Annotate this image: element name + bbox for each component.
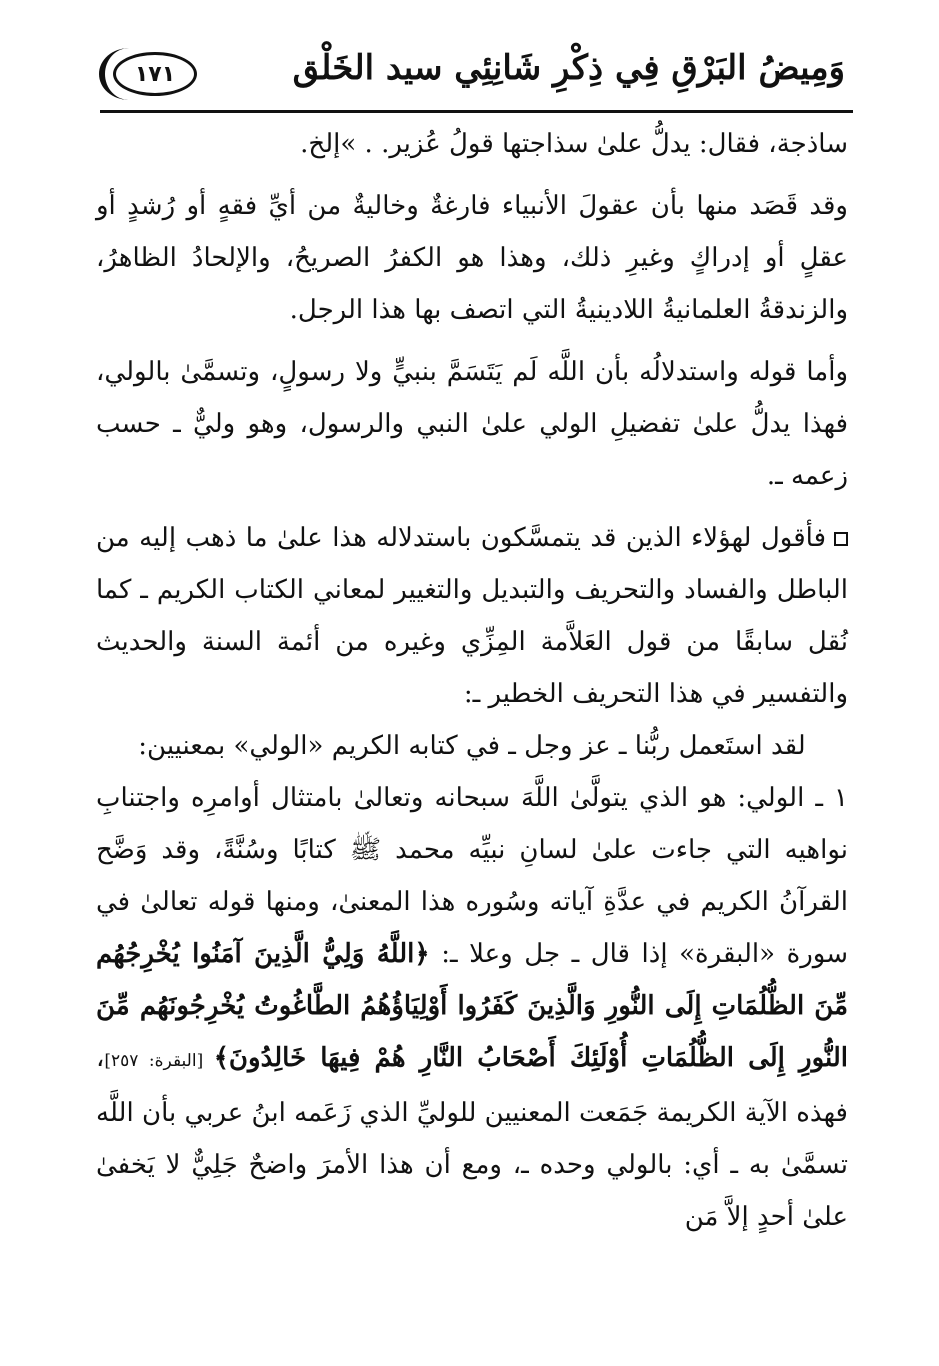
running-title: وَمِيضُ البَرْقِ فِي ذِكْرِ شَانِئِي سيد الخَلْق <box>292 48 845 88</box>
header-rule <box>100 110 853 113</box>
page-header <box>95 40 855 112</box>
page-number-text: ١٧١ <box>134 61 176 87</box>
paragraph: وأما قوله واستدلالُه بأن اللَّه لَم يَتَسَمَّ بنبيٍّ ولا رسولٍ، وتسمَّىٰ بالولي، فهذا يدلُّ علىٰ تفضيلِ الولي علىٰ النبي والرسول، وهو وليٌّ ـ حسب زعمه ـ. <box>96 357 848 491</box>
body-text <box>96 118 848 1243</box>
paragraph-text: فأقول لهؤلاء الذين قد يتمسَّكون باستدلاله هذا علىٰ ما ذهب إليه من الباطل والفساد والتحريف والتبديل والتغيير لمعاني الكتاب الكريم ـ كما نُقل سابقًا من قول العَلاَّمة المِزِّي وغيره من أئمة السنة والحديث والتفسير في هذا التحريف الخطير ـ: <box>96 523 848 709</box>
paragraph <box>96 512 848 720</box>
paragraph-text: ، فهذه الآية الكريمة جَمَعت المعنيين للوليِّ الذي زَعَمه ابنُ عربي بأن اللَّه تسمَّىٰ به ـ أي: بالولي وحده ـ، ومع أن هذا الأمرَ واضحٌ جَلِيٌّ لا يَخفىٰ علىٰ أحدٍ إلاَّ مَن <box>96 1043 848 1232</box>
page-number <box>113 52 197 96</box>
paragraph: لقد استَعمل ربُّنا ـ عز وجل ـ في كتابه الكريم «الولي» بمعنيين: <box>138 731 806 761</box>
square-bullet-icon <box>834 532 848 546</box>
paragraph-text: ١ ـ الولي: هو الذي يتولَّىٰ اللَّهَ سبحانه وتعالىٰ بامتثال أوامرِه واجتنابِ نواهيه التي جاءت علىٰ لسانِ نبيِّه محمد ﷺ كتابًا وسُنَّةً، وقد وَضَّح القرآنُ الكريم في عدَّةِ آياته وسُوره هذا المعنىٰ، ومنها قوله تعالىٰ في سورة «البقرة» إذا قال ـ جل وعلا ـ: <box>96 783 848 969</box>
verse-reference: [البقرة: ٢٥٧] <box>104 1051 214 1071</box>
paragraph: وقد قَصَد منها بأن عقولَ الأنبياء فارغةٌ وخاليةٌ من أيِّ فقهٍ أو رُشدٍ أو عقلٍ أو إدراكٍ وغيرِ ذلك، وهذا هو الكفرُ الصريحُ، والإلحادُ الظاهرُ، والزندقةُ العلمانيةُ اللادينيةُ التي اتصف بها هذا الرجل. <box>96 191 848 325</box>
paragraph <box>96 772 848 1243</box>
quran-verse: ﴿اللَّهُ وَلِيُّ الَّذِينَ آمَنُوا يُخْرِجُهُم مِّنَ الظُّلُمَاتِ إِلَى النُّورِ وَالَّذِينَ كَفَرُوا أَوْلِيَاؤُهُمُ الطَّاغُوتُ يُخْرِجُونَهُم مِّنَ النُّورِ إِلَى الظُّلُمَاتِ أُوْلَئِكَ أَصْحَابُ النَّارِ هُمْ فِيهَا خَالِدُونَ﴾ <box>96 939 848 1073</box>
paragraph: ساذجة، فقال: يدلُّ علىٰ سذاجتها قولُ عُزير. . »إلخ. <box>300 129 848 159</box>
